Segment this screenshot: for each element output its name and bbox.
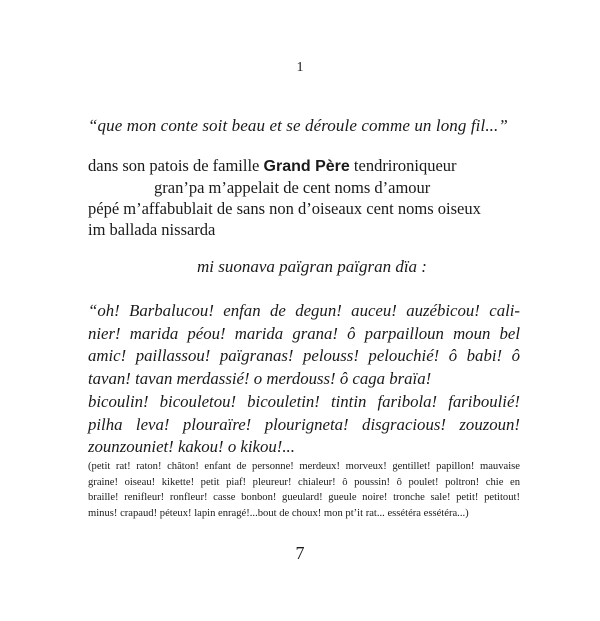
litany-line: pilha leva! plouraïre! plourigneta! disgracious! zouzoun! (88, 414, 520, 434)
grand-pere-name: Grand Père (263, 158, 350, 175)
translation-gloss (88, 459, 520, 521)
epigraph: “que mon conte soit beau et se déroule comme un long fil...” (88, 116, 508, 135)
bottom-page-number: 7 (295, 543, 305, 563)
intro-line: gran’pa m’appelait de cent noms d’amour (154, 178, 431, 197)
top-page-number: 1 (296, 60, 304, 75)
litany-line: amic! paillassou! païgranas! pelouss! pelouchié! ô babi! ô (88, 346, 520, 366)
litany-line: tavan! tavan merdassié! o merdouss! ô caga braïa! (88, 369, 432, 389)
gloss-line: braille! renifleur! ronfleur! casse bonbon! gueulard! gueule noire! tronche sale! petit! petitout! (88, 492, 520, 504)
sang-line: mi suonava païgran païgran dïa : (197, 257, 427, 276)
intro-line: im ballada nissarda (88, 220, 216, 239)
litany-line: zounzouniet! kakou! o kikou!... (88, 437, 295, 457)
intro-text: tendrironiqueur (349, 156, 457, 175)
litany-line: nier! marida péou! marida grana! ô parpailloun moun bel (88, 323, 520, 343)
intro-paragraph (88, 155, 548, 240)
intro-text: dans son patois de famille (88, 156, 264, 175)
gloss-line: minus! crapaud! péteux! lapin enragé!...bout de choux! mon pt’it rat... essétéra essétéra...) (88, 507, 469, 519)
litany-line: “oh! Barbalucou! enfan de degun! auceu! auzébicou! cali- (88, 301, 520, 320)
intro-line: pépé m’affabublait de sans non d’oiseaux cent noms oiseux (88, 199, 481, 218)
intro-line (88, 155, 548, 177)
gloss-line: graine! oiseau! kikette! petit piaf! pleureur! chialeur! ô poussin! ô poulet! poltron! chie en (88, 476, 520, 488)
litany-line: bicoulin! bicouletou! bicouletin! tintin faribola! fariboulié! (88, 391, 520, 411)
gloss-line: (petit rat! raton! châton! enfant de personne! merdeux! morveux! gentillet! papillon! mauvaise (88, 461, 520, 472)
nicknames-litany (88, 300, 520, 459)
